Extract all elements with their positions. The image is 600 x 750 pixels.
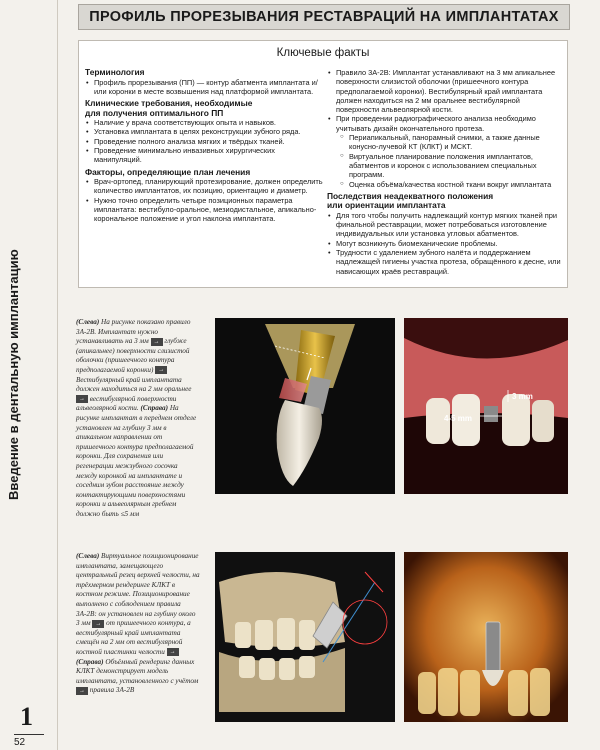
section-heading: Факторы, определяющие план лечения bbox=[85, 166, 251, 177]
figure-caption-2 bbox=[76, 552, 200, 696]
caption-text: На рисунке показано правило 3А-2В. Имплантат нужно устанавливать на 3 мм bbox=[76, 318, 191, 346]
section-heading bbox=[85, 99, 323, 118]
clinical-photo bbox=[404, 318, 568, 494]
caption-label: (Слева) bbox=[76, 318, 100, 326]
list-item: • Могут возникнуть биомеханические проблемы. bbox=[327, 239, 565, 248]
list-item: • Врач-ортопед, планирующий протезирование, должен определить количество имплантатов, их позицию, ориентацию и диаметр. bbox=[85, 177, 323, 196]
list-item: • Трудности с удалением зубного налёта и поддержанием надлежащей гигиены участка протеза, обращённого к десне, или нависающих краёв реставраций. bbox=[327, 248, 565, 276]
cbct-rendering bbox=[215, 552, 395, 722]
chapter-title: Введение в дентальную имплантацию bbox=[6, 249, 21, 500]
caption-text: от пришеечного контура, а вестибулярный край имплантата смещён на 2 мм от вестибулярной костной пластинки челюсти bbox=[76, 619, 191, 656]
volumetric-rendering bbox=[404, 552, 568, 722]
caption-text: На рисунке имплантат в переднем отделе установлен на глубину 3 мм в апикальном направлении от пришеечного контура предполагаемой коронки. Для сохранения или регенерации межзубного сосочка между коронкой на имплантате и соседним зубом расстояние между контактирующими поверхностями коронки и альвеолярным гребнем должно быть ≤5 мм bbox=[76, 404, 197, 518]
sub-list-item: ○ Периапикальный, панорамный снимки, а также данные конусно-лучевой КТ (КЛКТ) и МСКТ. bbox=[340, 133, 565, 152]
key-facts-box bbox=[78, 40, 568, 288]
list-item: • Проведение полного анализа мягких и твёрдых тканей. bbox=[85, 137, 323, 146]
caption-text: глубже (апикальнее) поверхности слизистой оболочки (пришеечного контура предполагаемой коронки) bbox=[76, 337, 190, 374]
arrow-icon: → bbox=[155, 366, 167, 374]
section-heading-line: для получения оптимального ПП bbox=[85, 107, 224, 118]
arrow-icon: → bbox=[76, 687, 88, 695]
caption-text: Объёмный рендеринг данных КЛКТ демонстрирует модель имплантата, установленного с учётом bbox=[76, 657, 199, 685]
list-item: • Профиль прорезывания (ПП) — контур абатмента имплантата и/или коронки в месте возвышения над платформой имплантата. bbox=[85, 78, 323, 97]
section-heading: Терминология bbox=[85, 67, 145, 77]
caption-text: вестибулярной поверхности альвеолярной кости. bbox=[76, 394, 177, 413]
sub-list-item: ○ Виртуальное планирование положения имплантатов, абатментов и коронок с использованием специальных программ. bbox=[340, 152, 565, 180]
caption-text: Вестибулярный край имплантата должен находиться на 2 мм оральнее bbox=[76, 375, 192, 394]
key-facts-right-column bbox=[327, 68, 565, 276]
clinical-photo-graphic bbox=[404, 318, 568, 494]
caption-label: (Справа) bbox=[76, 657, 104, 666]
implant-illustration bbox=[215, 318, 395, 494]
implant-illustration-graphic bbox=[215, 318, 395, 494]
title-bar bbox=[78, 4, 570, 30]
list-item bbox=[327, 114, 565, 188]
measurement-label: 3 mm bbox=[512, 392, 533, 401]
section-heading-line: или ориентации имплантата bbox=[327, 200, 446, 211]
page-number: 52 bbox=[14, 734, 44, 748]
list-item: • Проведение минимально инвазивных хирургических манипуляций. bbox=[85, 146, 323, 165]
key-facts-title: Ключевые факты bbox=[276, 47, 370, 59]
arrow-icon: → bbox=[151, 338, 163, 346]
list-item: • Нужно точно определить четыре позиционных параметра имплантата: вестибуло-оральное, мезиодистальное, апикально-корональное положение и угол наклона имплантата. bbox=[85, 196, 323, 224]
caption-text: Виртуальное позиционирование имплантата, замещающего центральный резец верхней челюсти, на трёхмерном рендеринге КЛКТ в костном режиме. Позиционирование выполнено с соблюдением правила 3А-2В: он установлен на глубину около 3 мм bbox=[76, 552, 200, 628]
caption-label: (Справа) bbox=[140, 404, 169, 413]
list-item: • Установка имплантата в целях реконструкции зубного ряда. bbox=[85, 127, 323, 136]
volumetric-rendering-graphic bbox=[404, 552, 568, 722]
caption-label: (Слева) bbox=[76, 552, 100, 560]
list-item: • Для того чтобы получить надлежащий контур мягких тканей при финальной реставрации, может потребоваться изготовление индивидуальных или установка угловых абатментов. bbox=[327, 211, 565, 239]
sub-list-item: ○ Оценка объёма/качества костной ткани вокруг имплантата bbox=[340, 180, 565, 189]
arrow-icon: → bbox=[92, 620, 104, 628]
section-heading bbox=[327, 192, 565, 211]
caption-text: правила 3А-2В bbox=[89, 686, 135, 695]
section-heading-line: Клинические требования, необходимые bbox=[85, 98, 253, 109]
figure-caption-1 bbox=[76, 318, 200, 519]
list-item: • Наличие у врача соответствующих опыта и навыков. bbox=[85, 118, 323, 127]
page-title: ПРОФИЛЬ ПРОРЕЗЫВАНИЯ РЕСТАВРАЦИЙ НА ИМПЛАНТАТАХ bbox=[89, 9, 559, 25]
measurement-label: 4-5 mm bbox=[444, 414, 473, 423]
section-heading-line: Последствия неадекватного положения bbox=[327, 190, 494, 201]
key-facts-left-column bbox=[85, 68, 323, 224]
arrow-icon: → bbox=[76, 395, 88, 403]
arrow-icon: → bbox=[167, 648, 179, 656]
cbct-rendering-graphic bbox=[215, 552, 395, 722]
chapter-number: 1 bbox=[20, 702, 33, 731]
page-sidebar bbox=[0, 0, 58, 750]
list-item-text: При проведении радиографического анализа необходимо учитывать дизайн окончательного протеза. bbox=[336, 114, 536, 133]
list-item: • Правило 3А-2В: Имплантат устанавливают на 3 мм апикальнее поверхности слизистой оболочки (пришеечного контура предполагаемой коронки). Вестибулярный край имплантата должен находиться на 2 мм оральнее вестибулярной поверхности альвеолярной кости. bbox=[327, 68, 565, 114]
